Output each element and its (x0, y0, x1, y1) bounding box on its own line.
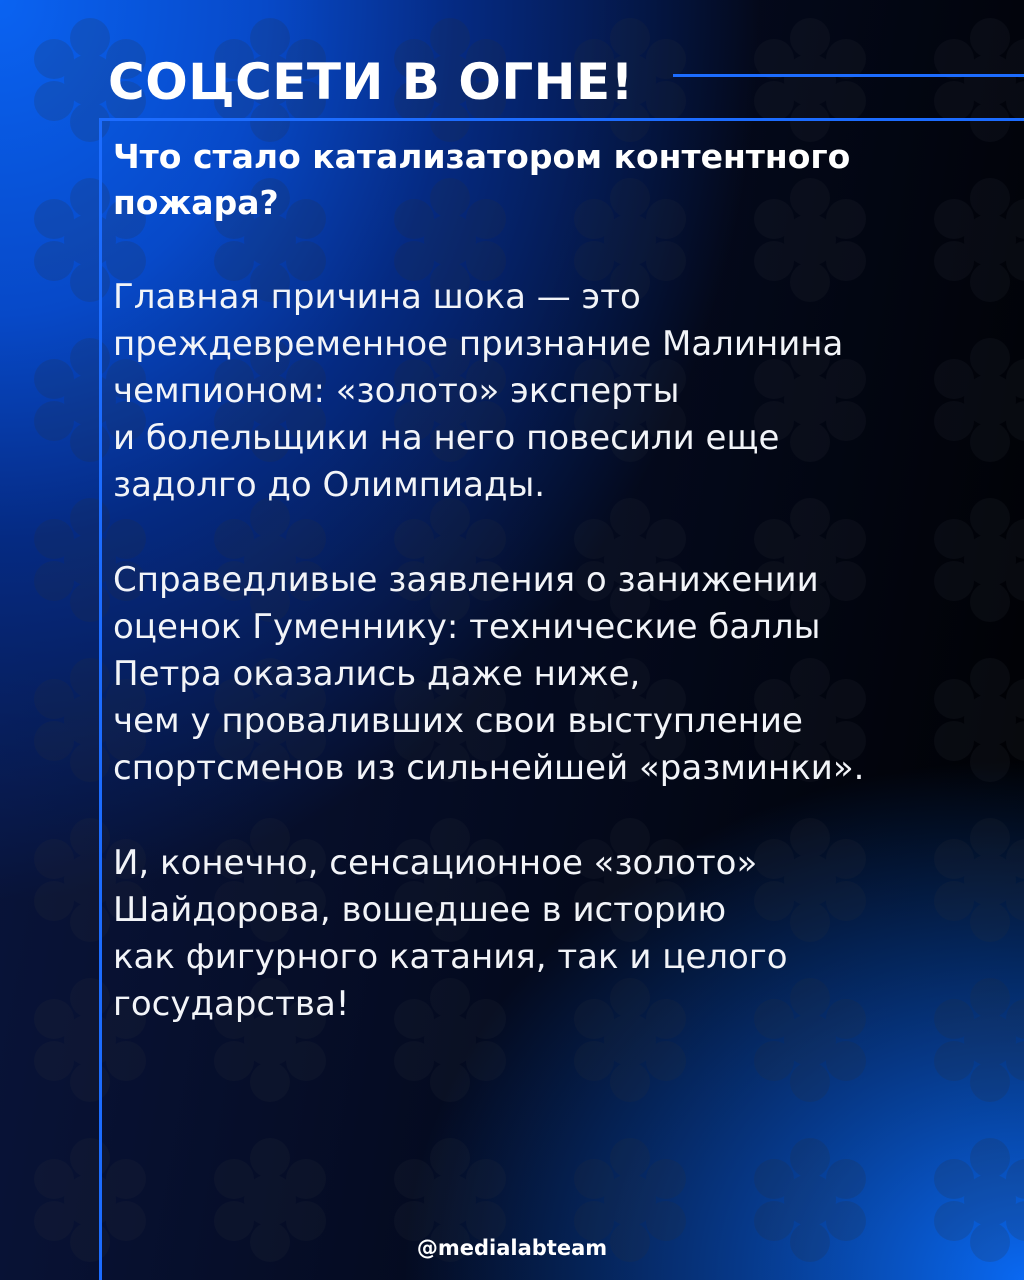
paragraph-line: оценок Гуменнику: технические баллы (113, 607, 821, 647)
paragraph-line: чем у проваливших свои выступление (113, 701, 803, 741)
paragraph-1 (113, 274, 993, 509)
paragraph-line: чемпионом: «золото» эксперты (113, 371, 680, 411)
paragraph-line: преждевременное признание Малинина (113, 324, 844, 364)
paragraph-2 (113, 557, 993, 792)
paragraph-line: И, конечно, сенсационное «золото» (113, 843, 758, 883)
header-divider-line (99, 118, 1024, 121)
paragraph-line: Петра оказались даже ниже, (113, 654, 641, 694)
paragraph-line: задолго до Олимпиады. (113, 465, 546, 505)
subtitle: Что стало катализатором контентного пожара? (113, 137, 851, 222)
paragraph-line: Главная причина шока — это (113, 277, 641, 317)
paragraph-line: спортсменов из сильнейшей «разминки». (113, 748, 865, 788)
paragraph-line: и болельщики на него повесили еще (113, 418, 780, 458)
account-handle: @medialabteam (416, 1236, 608, 1260)
left-accent-line (99, 118, 102, 1280)
paragraph-line: как фигурного катания, так и целого (113, 937, 788, 977)
title-accent-line (673, 74, 1024, 77)
paragraph-3 (113, 840, 993, 1028)
paragraph-line: государства! (113, 984, 350, 1024)
page-title: СОЦСЕТИ В ОГНЕ! (108, 53, 634, 111)
paragraph-line: Шайдорова, вошедшее в историю (113, 890, 727, 930)
paragraph-line: Справедливые заявления о занижении (113, 560, 819, 600)
